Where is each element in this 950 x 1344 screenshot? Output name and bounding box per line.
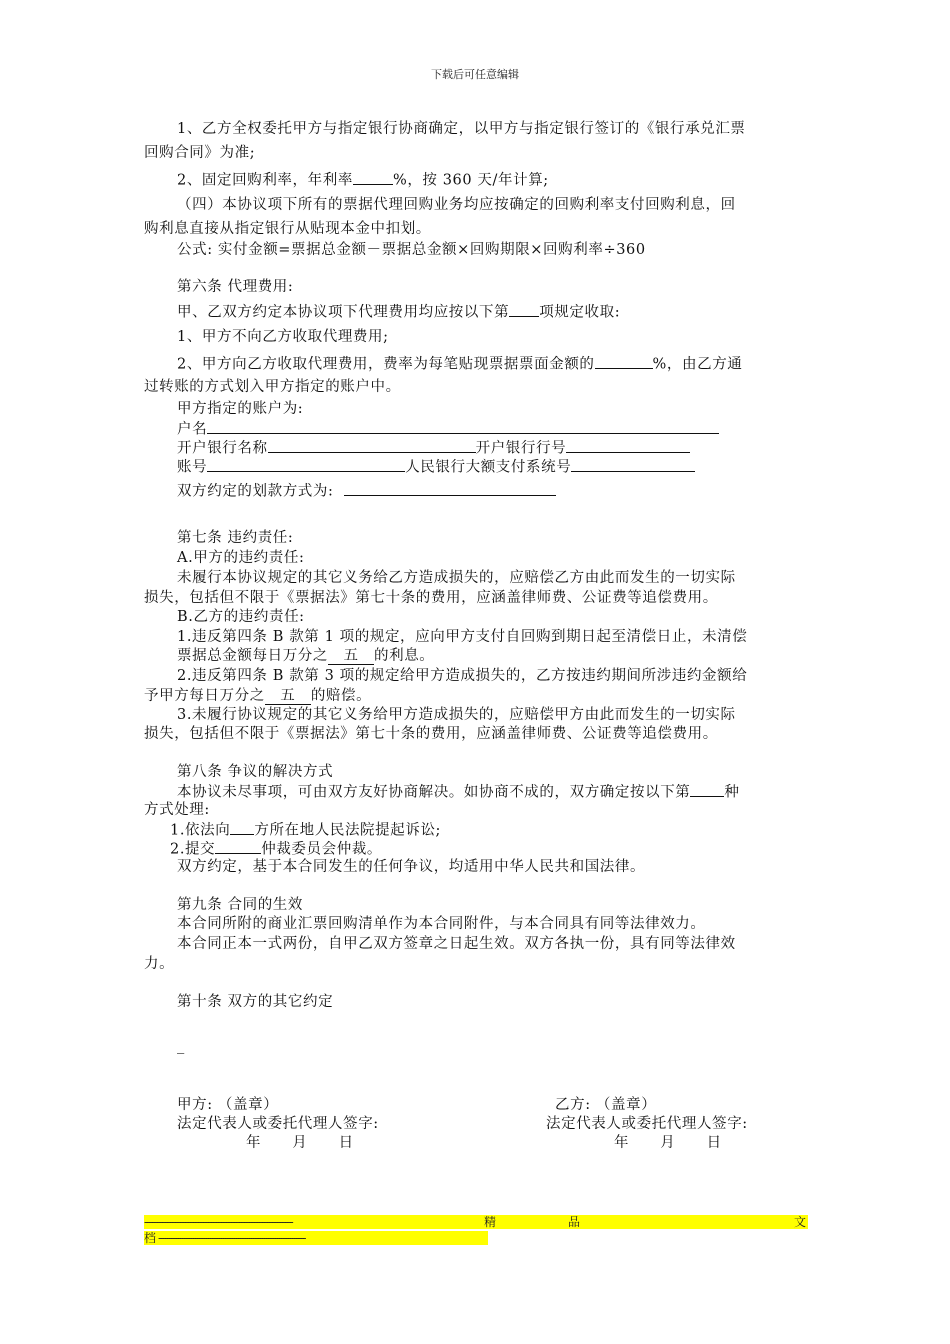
section-4-line-2: 购利息直接从指定银行从贴现本金中扣划。 <box>144 221 431 237</box>
governing-law: 双方约定，基于本合同发生的任何争议，均适用中华人民共和国法律。 <box>177 859 646 875</box>
bank-number-label: 开户银行行号 <box>475 440 567 457</box>
article-8-suffix: 种 <box>724 784 740 801</box>
underscore-mark: _ <box>177 1038 185 1054</box>
transfer-method-blank[interactable] <box>344 480 556 496</box>
article-8-prefix: 本协议未尽事项，可由双方友好协商解决。如协商不成的，双方确定按以下第 <box>177 784 691 801</box>
article-7-b2-suffix: 的赔偿。 <box>310 688 372 704</box>
article-6-option-2 <box>177 353 742 375</box>
account-number-blank[interactable] <box>207 456 405 472</box>
account-number-row <box>177 456 695 478</box>
party-b-date: 年 月 日 <box>614 1135 722 1151</box>
article-7-a: A.甲方的违约责任: <box>177 550 305 566</box>
footer-dashes-2: -------------------------------------------------------------------- <box>158 1231 305 1245</box>
fee-rate-blank[interactable] <box>595 353 653 369</box>
article-7-b2-line-2 <box>144 686 371 706</box>
article-9-line-2: 本合同正本一式两份，自甲乙双方签章之日起生效。双方各执一份，具有同等法律效 <box>177 936 736 952</box>
article-9-line-1: 本合同所附的商业汇票回购清单作为本合同附件，与本合同具有同等法律效力。 <box>177 916 706 932</box>
account-name-label: 户名 <box>177 421 208 438</box>
formula-line: 公式: 实付金额=票据总金额－票据总金额×回购期限×回购利率÷360 <box>177 242 646 258</box>
bank-name-blank[interactable] <box>268 437 476 453</box>
article-6-option-2-prefix: 2、甲方向乙方收取代理费用，费率为每笔贴现票据票面金额的 <box>177 356 595 373</box>
article-9-title: 第九条 合同的生效 <box>177 897 304 913</box>
party-a-representative: 法定代表人或委托代理人签字: <box>177 1116 379 1132</box>
article-7-b3-line-2: 损失，包括但不限于《票据法》第七十条的费用，应涵盖律师费、公证费等追偿费用。 <box>144 726 718 742</box>
page-header: 下载后可任意编辑 <box>431 68 519 81</box>
clause-2-suffix: %，按 360 天/年计算; <box>392 172 549 189</box>
transfer-method-row <box>177 480 556 502</box>
article-6-option-2-suffix: %，由乙方通 <box>652 356 743 373</box>
interest-rate-fill: 五 <box>328 649 374 665</box>
article-6-intro <box>177 301 620 323</box>
footer-char-jing: 精 <box>484 1215 497 1229</box>
compensation-rate-fill: 五 <box>265 689 311 705</box>
article-6-option-2-cont: 过转账的方式划入甲方指定的账户中。 <box>144 379 401 395</box>
party-b-representative: 法定代表人或委托代理人签字: <box>546 1116 748 1132</box>
article-7-b1-line-1: 1.违反第四条 B 款第 1 项的规定，应向甲方支付自回购到期日起至清偿日止，未清偿 <box>177 629 748 645</box>
rate-blank[interactable] <box>353 169 393 185</box>
transfer-method-label: 双方约定的划款方式为: <box>177 483 334 500</box>
party-a-seal: 甲方: （盖章） <box>177 1097 279 1113</box>
fee-option-blank[interactable] <box>509 301 539 317</box>
article-7-title: 第七条 违约责任: <box>177 530 294 546</box>
article-7-b2-prefix: 予甲方每日万分之 <box>144 688 265 704</box>
article-7-b1-line-2 <box>177 646 434 666</box>
dispute-option-1-prefix: 1.依法向 <box>170 822 231 839</box>
account-number-label: 账号 <box>177 459 208 476</box>
article-7-b: B.乙方的违约责任: <box>177 609 305 625</box>
article-7-a-line-2: 损失，包括但不限于《票据法》第七十条的费用，应涵盖律师费、公证费等追偿费用。 <box>144 590 718 606</box>
footer-dashes-1: ---------------------------------------------------------- <box>144 1215 293 1229</box>
article-8-line-2: 方式处理: <box>144 802 210 818</box>
article-7-b1-prefix: 票据总金额每日万分之 <box>177 648 328 664</box>
account-name-blank[interactable] <box>207 418 719 434</box>
court-party-blank[interactable] <box>230 819 254 835</box>
footer-char-wen: 文 <box>794 1215 807 1229</box>
section-4-line-1: （四）本协议项下所有的票据代理回购业务均应按确定的回购利率支付回购利息，回 <box>177 197 736 213</box>
dispute-option-blank[interactable] <box>690 781 724 797</box>
article-10-title: 第十条 双方的其它约定 <box>177 994 334 1010</box>
article-8-line-1 <box>177 781 740 803</box>
party-b-seal: 乙方: （盖章） <box>555 1097 657 1113</box>
clause-2-line <box>177 169 549 191</box>
dispute-option-1-suffix: 方所在地人民法院提起诉讼; <box>254 822 442 839</box>
pboc-number-blank[interactable] <box>571 456 695 472</box>
footer-char-dang: 档 <box>144 1231 157 1245</box>
clause-1-line-1: 1、乙方全权委托甲方与指定银行协商确定，以甲方与指定银行签订的《银行承兑汇票 <box>177 121 746 137</box>
article-6-option-1: 1、甲方不向乙方收取代理费用; <box>177 329 389 345</box>
article-7-b2-line-1: 2.违反第四条 B 款第 3 项的规定给甲方造成损失的，乙方按违约期间所涉违约金额给 <box>177 668 748 684</box>
party-a-date: 年 月 日 <box>246 1135 354 1151</box>
pboc-number-label: 人民银行大额支付系统号 <box>405 459 572 476</box>
article-9-line-3: 力。 <box>144 956 175 972</box>
dispute-option-2-prefix: 2.提交 <box>170 841 216 858</box>
clause-1-line-2: 回购合同》为准; <box>144 145 256 161</box>
bank-number-blank[interactable] <box>566 437 690 453</box>
article-7-a-line-1: 未履行本协议规定的其它义务给乙方造成损失的，应赔偿乙方由此而发生的一切实际 <box>177 570 736 586</box>
article-8-title: 第八条 争议的解决方式 <box>177 764 334 780</box>
clause-2-prefix: 2、固定回购利率，年利率 <box>177 172 353 189</box>
article-7-b3-line-1: 3.未履行协议规定的其它义务给甲方造成损失的，应赔偿甲方由此而发生的一切实际 <box>177 707 736 723</box>
dispute-option-2-suffix: 仲裁委员会仲裁。 <box>261 841 383 858</box>
article-6-intro-suffix: 项规定收取: <box>539 304 621 321</box>
account-title: 甲方指定的账户为: <box>177 401 304 417</box>
footer-char-pin: 品 <box>568 1215 581 1229</box>
bank-name-label: 开户银行名称 <box>177 440 268 457</box>
article-7-b1-suffix: 的利息。 <box>374 648 435 664</box>
article-6-title: 第六条 代理费用: <box>177 279 294 295</box>
article-6-intro-prefix: 甲、乙双方约定本协议项下代理费用均应按以下第 <box>177 304 510 321</box>
arbitration-blank[interactable] <box>215 838 261 854</box>
